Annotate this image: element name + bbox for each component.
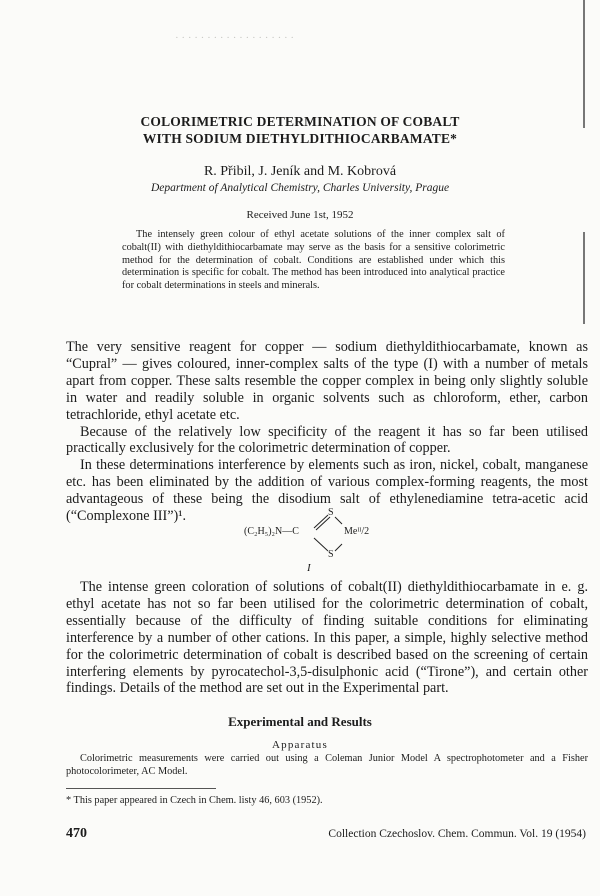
apparatus-text: Colorimetric measurements were carried out using a Coleman Junior Model A spectrophotometer and a Fisher photocolorimeter, AC Model. <box>66 753 588 777</box>
intro-section <box>66 339 588 525</box>
footnote-rule <box>66 788 216 789</box>
abstract <box>122 229 505 293</box>
authors: R. Přibil, J. Jeník and M. Kobrová <box>203 164 397 179</box>
paragraph-2: Because of the relatively low specificity of the reagent it has so far been utilised practically exclusively for the colorimetric determination of copper. <box>66 423 588 457</box>
abstract-text: The intensely green colour of ethyl acetate solutions of the inner complex salt of cobalt(II) with diethyldithiocarbamate may serve as the basis for a sensitive colorimetric method for the determination of cobalt. Conditions are established under which this determination is specific for cobalt. The method has been introduced into analytical practice for cobalt determinations in steels and minerals. <box>122 229 505 292</box>
formula-sulfur-top: S <box>328 507 334 518</box>
paper-title-line-2: WITH SODIUM DIETHYLDITHIOCARBAMATE* <box>142 131 458 146</box>
paragraph-3: In these determinations interference by elements such as iron, nickel, cobalt, manganese etc. has been eliminated by the addition of various complex-forming reagents, the most advantageous of these being the disodium salt of ethylenediamine tetra-acetic acid (“Complexone III”)¹. <box>66 457 588 525</box>
structural-formula <box>238 507 378 573</box>
main-section <box>66 579 588 697</box>
formula-sulfur-bottom: S <box>328 549 334 560</box>
paper-title-line-1: COLORIMETRIC DETERMINATION OF COBALT <box>140 114 460 129</box>
paragraph-4: The intense green coloration of solutions of cobalt(II) diethyldithiocarbamate in e. g. ethyl acetate has not so far been utilised for the colorimetric determination of cobalt, essentially because of the difficulty of finding suitable conditions for eliminating interference by a number of other cations. In this paper, a simple, highly selective method for the colorimetric determination of cobalt is described based on the screening of certain interfering elements by pyrocatechol-3,5-disulphonic acid (“Tirone”), and certain other findings. Details of the method are set out in the Experimental part. <box>66 579 588 697</box>
formula-metal: Meᴵᴵ/2 <box>344 526 370 537</box>
subsection-heading: Apparatus <box>271 739 328 751</box>
section-heading: Experimental and Results <box>228 714 372 729</box>
journal-reference: Collection Czechoslov. Chem. Commun. Vol. 19 (1954) <box>328 828 586 840</box>
footnote: * This paper appeared in Czech in Chem. listy 46, 603 (1952). <box>66 795 323 806</box>
page-number: 470 <box>66 826 87 841</box>
formula-label: I <box>307 562 311 574</box>
affiliation: Department of Analytical Chemistry, Charles University, Prague <box>150 182 450 194</box>
apparatus-paragraph <box>66 753 588 778</box>
received-date: Received June 1st, 1952 <box>246 209 354 221</box>
bleed-through-text: · · · · · · · · · · · · · · · · · · · <box>175 32 295 44</box>
paragraph-1: The very sensitive reagent for copper — sodium diethyldithiocarbamate, known as “Cupral” — gives coloured, inner-complex salts of the type (I) with a number of metals apart from copper. These salts resemble the copper complex in being only slightly soluble in water and readily soluble in organic solvents such as chloroform, ether, carbon tetrachloride, ethyl acetate etc. <box>66 339 588 423</box>
scan-edge-line <box>583 232 585 324</box>
formula-left-group: (C₂H₅)₂N—C <box>244 526 299 537</box>
scan-edge-line <box>583 0 585 128</box>
